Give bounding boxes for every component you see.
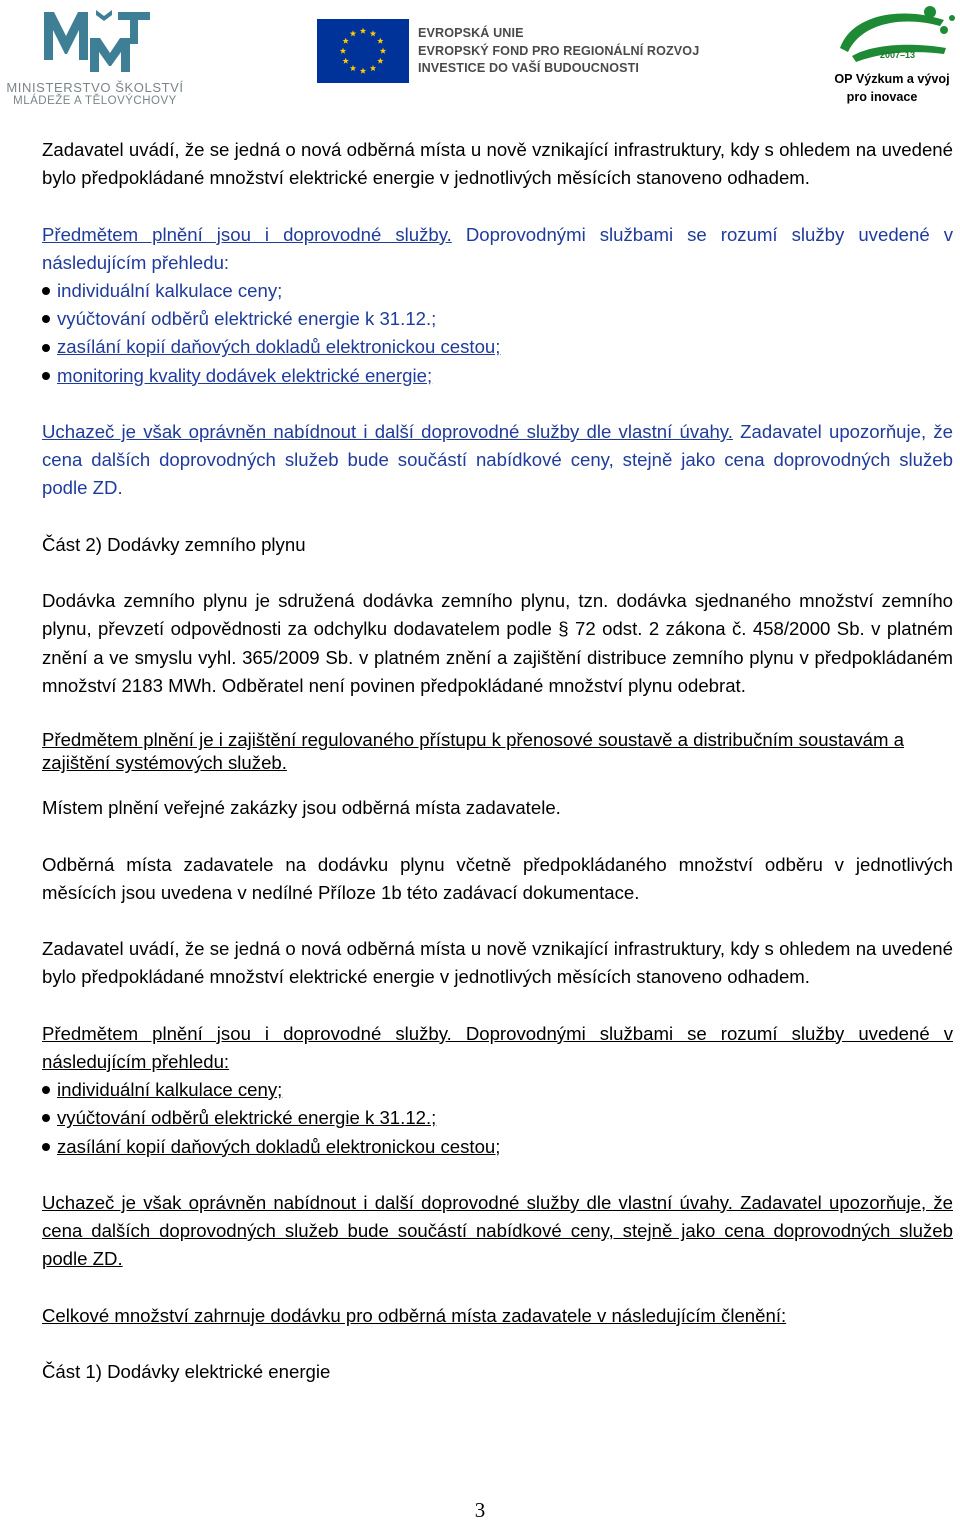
eu-text-block	[418, 25, 699, 78]
paragraph-7: Odběrná místa zadavatele na dodávku plynu včetně předpokládaného množství odběru v jednotlivých měsících jsou uvedena v nedílné Příloze 1b této zadávací dokumentace.	[42, 853, 953, 903]
list-item: monitoring kvality dodávek elektrické energie;	[42, 362, 953, 390]
paragraph-11: Celkové množství zahrnuje dodávku pro odběrná místa zadavatele v následujícím členění:	[42, 1304, 787, 1326]
list-item: individuální kalkulace ceny;	[42, 1076, 953, 1104]
paragraph-3	[42, 418, 953, 503]
eu-line-2: EVROPSKÝ FOND PRO REGIONÁLNÍ ROZVOJ	[418, 43, 700, 58]
section-heading-2: Část 2) Dodávky zemního plynu	[42, 533, 306, 555]
list-item: zasílání kopií daňových dokladů elektronickou cestou;	[42, 333, 953, 361]
paragraph-3-lead: Uchazeč je však oprávněn nabídnout i další doprovodné služby dle vlastní úvahy.	[42, 421, 733, 442]
op-swoosh-icon	[832, 4, 960, 70]
eu-flag-icon	[317, 19, 409, 83]
section-heading-1: Část 1) Dodávky elektrické energie	[42, 1361, 331, 1383]
page-header	[0, 0, 960, 108]
bullet-icon	[42, 372, 50, 380]
list-item: individuální kalkulace ceny;	[42, 277, 953, 305]
paragraph-3-rest: Zadavatel upozorňuje, že cena dalších doprovodných služeb bude součástí nabídkové ceny, stejně jako cena doprovodných služeb podle ZD.	[42, 421, 954, 499]
paragraph-10: Uchazeč je však oprávněn nabídnout i další doprovodné služby dle vlastní úvahy. Zadavatel upozorňuje, že cena dalších doprovodných služeb bude součástí nabídkové ceny, stejně jako cena doprovodných služeb podle ZD.	[42, 1191, 953, 1270]
bullet-icon	[42, 1086, 50, 1094]
list-item: vyúčtování odběrů elektrické energie k 31.12.;	[42, 305, 953, 333]
list-item: vyúčtování odběrů elektrické energie k 31.12.;	[42, 1104, 953, 1132]
services-list-2	[42, 1076, 953, 1161]
msmt-logo-mark	[0, 8, 190, 78]
services-list-1	[42, 277, 953, 390]
paragraph-4: Dodávka zemního plynu je sdružená dodávka zemního plynu, tzn. dodávka sjednaného množství zemního plynu, převzetí odpovědnosti za odchylku dodavatelem podle § 72 odst. 2 zákona č. 458/2000 Sb. v platném znění a ve smyslu vyhl. 365/2009 Sb. v platném znění a zajištění distribuce zemního plynu v předpokládaném množství 2183 MWh. Odběratel není povinen předpokládané množství plynu odebrat.	[42, 590, 953, 696]
msmt-logo	[0, 8, 190, 108]
op-year: 2007–13	[880, 50, 916, 60]
paragraph-2-rest: Doprovodnými službami se rozumí služby uvedené v následujícím přehledu:	[42, 223, 953, 273]
page-number: 3	[474, 1498, 486, 1522]
document-body	[42, 136, 953, 1386]
op-name-line2: pro inovace	[846, 90, 918, 104]
bullet-icon	[42, 1143, 50, 1151]
list-item: zasílání kopií daňových dokladů elektronickou cestou;	[42, 1133, 953, 1161]
bullet-icon	[42, 287, 50, 295]
op-name-line1: OP Výzkum a vývoj	[834, 72, 950, 86]
bullet-icon	[42, 1114, 50, 1122]
eu-line-1: EVROPSKÁ UNIE	[418, 26, 524, 40]
paragraph-6: Místem plnění veřejné zakázky jsou odběrná místa zadavatele.	[42, 797, 561, 819]
bullet-icon	[42, 315, 50, 323]
paragraph-2-lead: Předmětem plnění jsou i doprovodné služby.	[42, 223, 452, 245]
msmt-name-line1: MINISTERSTVO ŠKOLSTVÍ	[6, 80, 184, 95]
paragraph-9: Předmětem plnění jsou i doprovodné služby. Doprovodnými službami se rozumí služby uvedené v následujícím přehledu:	[42, 1022, 953, 1072]
paragraph-5: Předmětem plnění je i zajištění regulovaného přístupu k přenosové soustavě a distribučním soustavám a zajištění systémových služeb.	[42, 729, 904, 774]
msmt-name-line2: MLÁDEŽE A TĚLOVÝCHOVY	[13, 95, 177, 107]
eu-line-3: INVESTICE DO VAŠÍ BUDOUCNOSTI	[418, 61, 639, 75]
paragraph-8: Zadavatel uvádí, že se jedná o nová odběrná místa u nově vznikající infrastruktury, kdy s ohledem na uvedené bylo předpokládané množství elektrické energie v jednotlivých měsících stanoveno odhadem.	[42, 938, 953, 988]
bullet-icon	[42, 344, 50, 352]
paragraph-2	[42, 221, 953, 277]
paragraph-1: Zadavatel uvádí, že se jedná o nová odběrná místa u nově vznikající infrastruktury, kdy s ohledem na uvedené bylo předpokládané množství elektrické energie v jednotlivých měsících stanoveno odhadem.	[42, 139, 953, 189]
